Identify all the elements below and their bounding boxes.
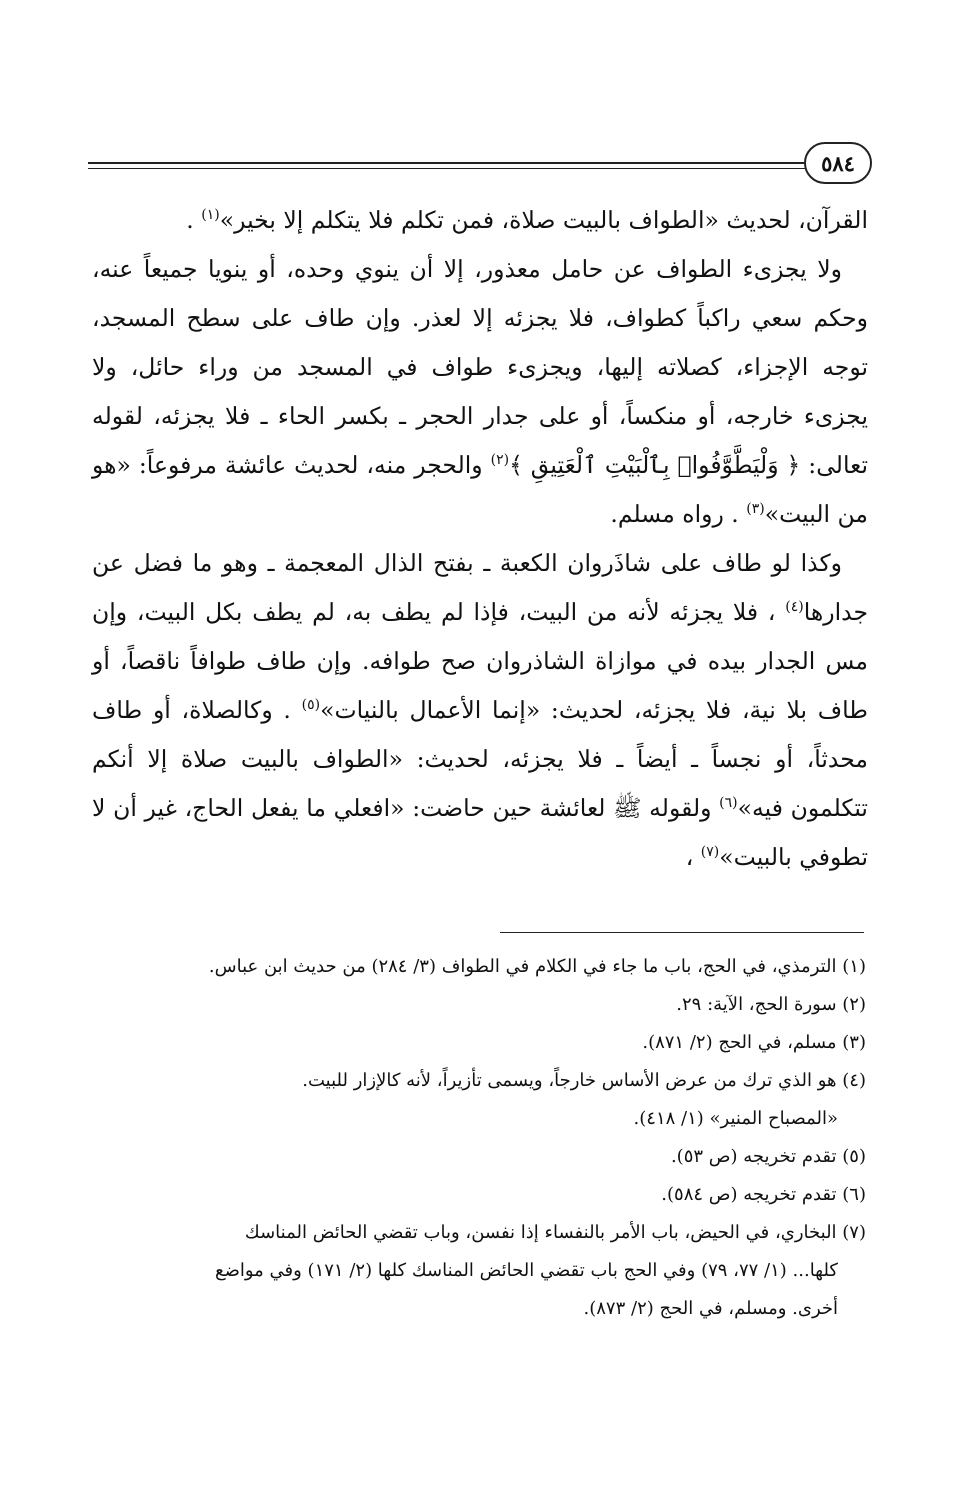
footnote-7: (٧) البخاري، في الحيض، باب الأمر بالنفساء إذا نفسن، وباب تقضي الحائض المناسك — [244, 1222, 866, 1243]
footnote-7-cont: كلها... (١/ ٧٧، ٧٩) وفي الحج باب تقضي الحائض المناسك كلها (٢/ ١٧١) وفي مواضع — [215, 1260, 838, 1281]
text: والحجر منه، لحديث عائشة مرفوعاً: «هو من البيت» — [92, 451, 868, 528]
footnote-4-cont: «المصباح المنير» (١/ ٤١٨). — [633, 1108, 838, 1129]
footnote-1: (١) الترمذي، في الحج، باب ما جاء في الكلام في الطواف (٣/ ٢٨٤) من حديث ابن عباس. — [208, 956, 866, 977]
footnote-5: (٥) تقدم تخريجه (ص ٥٣). — [670, 1146, 866, 1167]
footnote-ref: (٦) — [719, 795, 738, 812]
text: ولا يجزىء الطواف عن حامل معذور، إلا أن ينوي وحده، أو ينويا جميعاً عنه، وحكم سعي راكباً كطواف، فلا يجزئه إلا لعذر. وإن طاف على سطح المسجد، توجه الإجزاء، كصلاته إليها، ويجزىء طواف في المسجد من وراء حائل، ولا يجزىء خارجه، أو منكساً، أو على جدار الحجر ـ بكسر الحاء ـ فلا يجزئه، لقوله تعالى: — [92, 255, 869, 479]
paragraph-3 — [92, 539, 868, 882]
text: . رواه مسلم. — [610, 500, 747, 528]
text: . وكالصلاة، أو طاف محدثاً، أو نجساً ـ أيضاً ـ فلا يجزئه، لحديث: «الطواف بالبيت صلاة إلا أنكم تتكلمون فيه» — [92, 696, 868, 822]
main-text — [92, 196, 868, 882]
footnote-rule — [500, 932, 864, 933]
header-rule — [88, 162, 808, 164]
footnote-2: (٢) سورة الحج، الآية: ٢٩. — [676, 994, 866, 1015]
footnote-7-cont: أخرى. ومسلم، في الحج (٢/ ٨٧٣). — [583, 1298, 838, 1319]
text: . — [186, 206, 202, 234]
footnote-ref: (٧) — [700, 844, 720, 861]
footnote-ref: (٤) — [785, 599, 804, 616]
footnotes — [96, 948, 866, 1328]
footnote-ref: (٥) — [301, 697, 321, 714]
footnote-4: (٤) هو الذي ترك من عرض الأساس خارجاً، ويسمى تأزيراً، لأنه كالإزار للبيت. — [302, 1070, 866, 1091]
footnote-ref: (١) — [201, 207, 220, 224]
paragraph-2 — [92, 245, 868, 539]
text: ، فلا يجزئه لأنه من البيت، فإذا لم يطف به، لم يطف بكل البيت، وإن مس الجدار بيده في موازاة الشاذروان صح طوافه. وإن طاف طوافاً ناقصاً، أو طاف بلا نية، فلا يجزئه، لحديث: «إنما الأعمال بالنيات» — [92, 598, 869, 724]
footnote-ref: (٢) — [490, 452, 510, 469]
text: ولقوله ﷺ لعائشة حين حاضت: «افعلي ما يفعل الحاج، غير أن لا تطوفي بالبيت» — [92, 794, 868, 871]
footnote-3: (٣) مسلم، في الحج (٢/ ٨٧١). — [642, 1032, 866, 1053]
quran-verse: ﴿ وَلْيَطَّوَّفُوا۟ بِٱلْبَيْتِ ٱلْعَتِيقِ ﴾ — [509, 451, 801, 479]
text: وكذا لو طاف على شاذَروان الكعبة ـ بفتح الذال المعجمة ـ وهو ما فضل عن جدارها — [92, 549, 868, 626]
page-number: ٥٨٤ — [804, 142, 872, 184]
footnote-6: (٦) تقدم تخريجه (ص ٥٨٤). — [661, 1184, 866, 1205]
text: ، — [685, 843, 701, 871]
paragraph-1 — [92, 196, 868, 245]
footnote-ref: (٣) — [746, 501, 765, 518]
text: القرآن، لحديث «الطواف بالبيت صلاة، فمن تكلم فلا يتكلم إلا بخير» — [219, 206, 868, 234]
